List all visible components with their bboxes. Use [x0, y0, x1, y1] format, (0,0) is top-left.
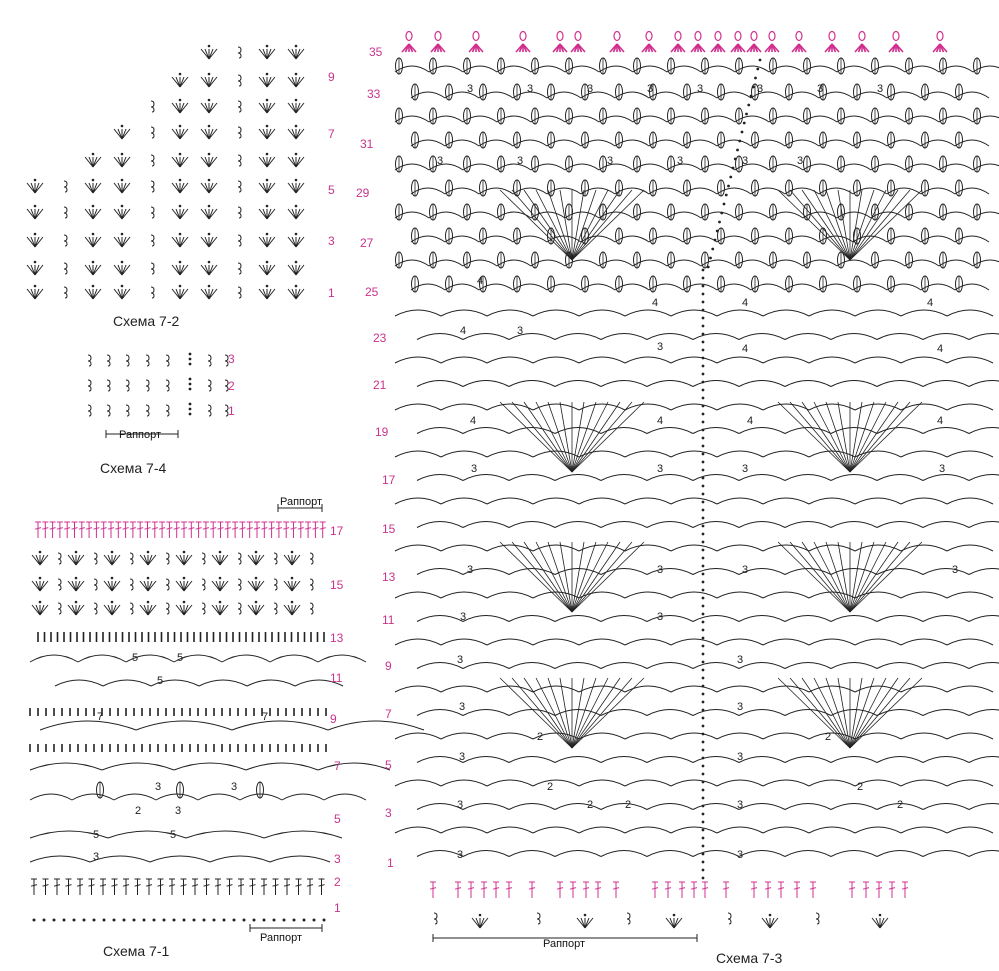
- svg-text:3: 3: [436, 155, 444, 167]
- svg-text:3: 3: [466, 83, 474, 95]
- svg-text:3: 3: [796, 155, 804, 167]
- svg-text:4: 4: [651, 297, 659, 309]
- svg-text:3: 3: [470, 463, 478, 475]
- svg-text:3: 3: [456, 799, 464, 811]
- scheme-7-4-row-2: 2: [228, 379, 235, 393]
- svg-text:5: 5: [169, 829, 177, 841]
- scheme-7-3-row-1: 1: [387, 856, 394, 870]
- svg-text:3: 3: [516, 155, 524, 167]
- scheme-7-4-title: Схема 7-4: [100, 460, 167, 476]
- svg-text:3: 3: [646, 83, 654, 95]
- scheme-7-3-repeat-label: Раппорт: [543, 938, 586, 950]
- svg-text:3: 3: [656, 463, 664, 475]
- svg-text:3: 3: [736, 799, 744, 811]
- svg-text:3: 3: [876, 83, 884, 95]
- scheme-7-3-row-13: 13: [382, 570, 396, 584]
- svg-text:7: 7: [261, 711, 269, 723]
- scheme-7-4-row-3: 3: [228, 352, 235, 366]
- scheme-7-1-row-7: 7: [334, 759, 341, 773]
- svg-text:5: 5: [131, 652, 139, 664]
- svg-text:3: 3: [951, 564, 959, 576]
- svg-text:3: 3: [606, 155, 614, 167]
- svg-text:3: 3: [458, 751, 466, 763]
- svg-text:3: 3: [696, 83, 704, 95]
- svg-text:3: 3: [938, 463, 946, 475]
- scheme-7-1-row-17: 17: [330, 524, 344, 538]
- svg-text:3: 3: [741, 463, 749, 475]
- scheme-7-1-repeat-label-bottom: Раппорт: [260, 932, 303, 944]
- scheme-7-3-row-23: 23: [373, 331, 387, 345]
- scheme-7-2-row-3: 3: [328, 234, 335, 248]
- svg-text:4: 4: [459, 325, 467, 337]
- scheme-7-1-repeat-label-top: Раппорт: [280, 496, 323, 508]
- scheme-7-1-row-15: 15: [330, 578, 344, 592]
- svg-text:2: 2: [546, 781, 554, 793]
- scheme-7-2-row-7: 7: [328, 127, 335, 141]
- scheme-7-2-symbols: [27, 45, 304, 299]
- scheme-7-1-row-11: 11: [330, 671, 343, 685]
- scheme-7-1-title: Схема 7-1: [103, 943, 170, 959]
- svg-text:3: 3: [816, 83, 824, 95]
- scheme-7-3-row-33: 33: [367, 87, 381, 101]
- svg-text:3: 3: [516, 325, 524, 337]
- scheme-7-3-row-5: 5: [385, 758, 392, 772]
- svg-text:4: 4: [469, 415, 477, 427]
- scheme-7-3-title: Схема 7-3: [716, 950, 783, 966]
- svg-text:2: 2: [624, 799, 632, 811]
- svg-text:3: 3: [656, 611, 664, 623]
- scheme-7-4-repeat-label: Раппорт: [119, 429, 162, 441]
- svg-text:5: 5: [92, 829, 100, 841]
- svg-text:3: 3: [756, 83, 764, 95]
- svg-text:3: 3: [736, 849, 744, 861]
- scheme-7-3-row-31: 31: [360, 137, 374, 151]
- svg-text:3: 3: [458, 701, 466, 713]
- scheme-7-3-row-25: 25: [365, 285, 379, 299]
- svg-text:5: 5: [176, 652, 184, 664]
- svg-text:3: 3: [736, 701, 744, 713]
- svg-text:3: 3: [656, 341, 664, 353]
- scheme-7-3-row-9: 9: [385, 659, 392, 673]
- svg-text:3: 3: [741, 155, 749, 167]
- svg-text:4: 4: [926, 297, 934, 309]
- svg-text:3: 3: [741, 564, 749, 576]
- svg-text:3: 3: [456, 849, 464, 861]
- svg-text:3: 3: [586, 83, 594, 95]
- scheme-7-3-row-19: 19: [375, 425, 389, 439]
- scheme-7-1-row-1: 1: [334, 901, 341, 915]
- svg-text:3: 3: [526, 83, 534, 95]
- svg-text:2: 2: [134, 805, 142, 817]
- scheme-7-1-row-3: 3: [334, 852, 341, 866]
- scheme-7-2-row-5: 5: [328, 183, 335, 197]
- scheme-7-2-row-1: 1: [328, 286, 335, 300]
- svg-text:2: 2: [896, 799, 904, 811]
- svg-text:4: 4: [746, 415, 754, 427]
- svg-text:4: 4: [741, 297, 749, 309]
- scheme-7-1-row-5: 5: [334, 812, 341, 826]
- svg-text:3: 3: [736, 751, 744, 763]
- scheme-7-3-row-3: 3: [385, 806, 392, 820]
- scheme-7-3-symbols: [395, 32, 999, 943]
- scheme-7-1-row-13: 13: [330, 631, 344, 645]
- scheme-7-3-row-15: 15: [382, 522, 396, 536]
- svg-text:7: 7: [96, 711, 104, 723]
- svg-text:3: 3: [456, 654, 464, 666]
- scheme-7-3-row-17: 17: [382, 473, 396, 487]
- svg-text:4: 4: [656, 415, 664, 427]
- svg-text:4: 4: [476, 275, 484, 287]
- svg-text:2: 2: [824, 731, 832, 743]
- scheme-7-3-row-7: 7: [385, 707, 392, 721]
- scheme-7-4-symbols: [88, 353, 228, 438]
- svg-text:3: 3: [154, 781, 162, 793]
- scheme-7-2-row-9: 9: [328, 70, 335, 84]
- scheme-7-1-row-9: 9: [330, 712, 337, 726]
- svg-text:4: 4: [741, 343, 749, 355]
- svg-text:3: 3: [459, 611, 467, 623]
- svg-text:4: 4: [936, 343, 944, 355]
- svg-text:2: 2: [536, 731, 544, 743]
- scheme-7-1-row-2: 2: [334, 875, 341, 889]
- svg-text:2: 2: [586, 799, 594, 811]
- svg-text:5: 5: [156, 675, 164, 687]
- svg-text:3: 3: [174, 805, 182, 817]
- scheme-7-3-row-35: 35: [369, 45, 383, 59]
- scheme-7-3-row-21: 21: [373, 378, 387, 392]
- svg-text:3: 3: [676, 155, 684, 167]
- svg-text:4: 4: [936, 415, 944, 427]
- scheme-7-2-title: Схема 7-2: [113, 313, 180, 329]
- scheme-7-4-row-1: 1: [228, 404, 235, 418]
- scheme-7-3-row-27: 27: [360, 236, 374, 250]
- svg-text:3: 3: [656, 564, 664, 576]
- svg-text:3: 3: [92, 851, 100, 863]
- svg-text:2: 2: [856, 781, 864, 793]
- svg-text:3: 3: [736, 654, 744, 666]
- scheme-7-3-row-11: 11: [382, 613, 395, 627]
- scheme-7-3-row-29: 29: [356, 186, 370, 200]
- svg-text:3: 3: [230, 781, 238, 793]
- scheme-7-1-symbols: [30, 504, 424, 932]
- svg-text:3: 3: [466, 564, 474, 576]
